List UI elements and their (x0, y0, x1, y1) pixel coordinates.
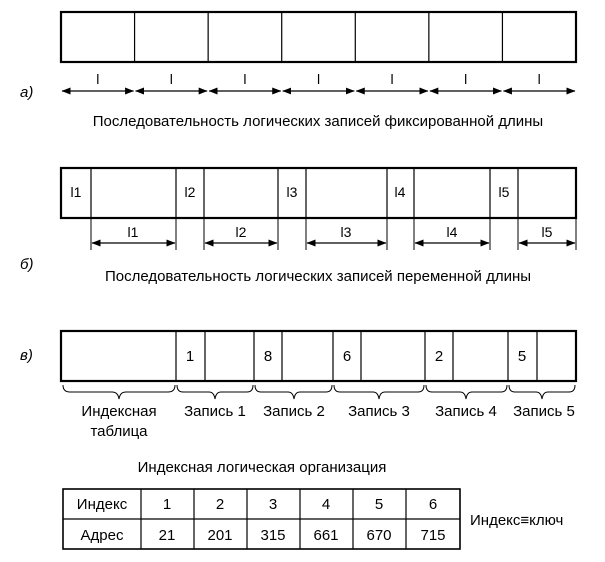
record-length-label: l (390, 71, 394, 87)
record-length-2: l2 (235, 224, 247, 240)
indexed-records-bar (61, 331, 576, 381)
record-length-1: l1 (127, 224, 139, 240)
record-key-1: 1 (185, 348, 195, 365)
equivalence-note (470, 512, 563, 529)
section-a-label: а) (20, 84, 34, 101)
table-index-5: 5 (374, 496, 384, 513)
record-key-2: 8 (263, 348, 273, 365)
table-index-2: 2 (215, 496, 225, 513)
table-index-3: 3 (268, 496, 278, 513)
record-length-label: l (316, 71, 321, 87)
table-index-1: 1 (162, 496, 172, 513)
index-address-table (63, 489, 460, 549)
table-index-4: 4 (321, 496, 331, 513)
table-address-1: 21 (158, 527, 176, 544)
record-length-label: l (464, 71, 468, 87)
length-field-5: l5 (498, 184, 510, 200)
table-address-3: 315 (260, 527, 286, 544)
table-address-6: 715 (420, 527, 446, 544)
table-header-label: Индекс (76, 496, 128, 513)
record-length-label: l (169, 71, 173, 87)
index-table-label-line-1: Индексная (81, 403, 157, 420)
fixed-records-bar (61, 12, 576, 62)
record-length-label: l (537, 71, 541, 87)
brace-record-4 (426, 385, 507, 399)
section-b (20, 168, 576, 285)
fixed-record-length-arrows (62, 71, 575, 91)
record-key-5: 5 (517, 348, 527, 365)
record-length-4: l4 (446, 224, 458, 240)
length-field-1: l1 (70, 184, 82, 200)
brace-record-5 (509, 385, 575, 399)
table-row-label: Адрес (80, 527, 124, 544)
record-length-5: l5 (541, 224, 553, 240)
table-address-5: 670 (366, 527, 392, 544)
table-index-6: 6 (428, 496, 438, 513)
section-b-caption: Последовательность логических записей переменной длины (104, 268, 532, 285)
record-label-4: Запись 4 (435, 403, 497, 420)
table-address-2: 201 (207, 527, 233, 544)
record-length-label: l (243, 71, 247, 87)
record-key-4: 2 (434, 348, 444, 365)
record-key-3: 6 (342, 348, 352, 365)
section-c-caption: Индексная логическая организация (137, 459, 387, 476)
section-c (20, 331, 576, 549)
brace-record-3 (334, 385, 424, 399)
record-length-3: l3 (340, 224, 352, 240)
length-field-4: l4 (394, 184, 406, 200)
brace-record-2 (255, 385, 332, 399)
equivalence-left: Индекс (470, 512, 521, 529)
section-a (20, 12, 576, 130)
section-a-caption: Последовательность логических записей фиксированной длины (92, 113, 544, 130)
equivalence-right: ключ (529, 512, 564, 529)
record-label-3: Запись 3 (348, 403, 410, 420)
index-table-label-line-2: таблица (90, 423, 148, 440)
table-address-4: 661 (313, 527, 339, 544)
length-field-3: l3 (286, 184, 298, 200)
section-c-label: в) (20, 347, 33, 364)
record-label-1: Запись 1 (184, 403, 246, 420)
section-b-label: б) (20, 256, 34, 273)
length-field-2: l2 (184, 184, 196, 200)
record-label-5: Запись 5 (513, 403, 575, 420)
record-label-2: Запись 2 (263, 403, 325, 420)
record-length-label: l (96, 71, 100, 87)
equivalence-symbol: ≡ (520, 512, 530, 529)
brace-index-table (63, 385, 175, 399)
brace-record-1 (177, 385, 253, 399)
